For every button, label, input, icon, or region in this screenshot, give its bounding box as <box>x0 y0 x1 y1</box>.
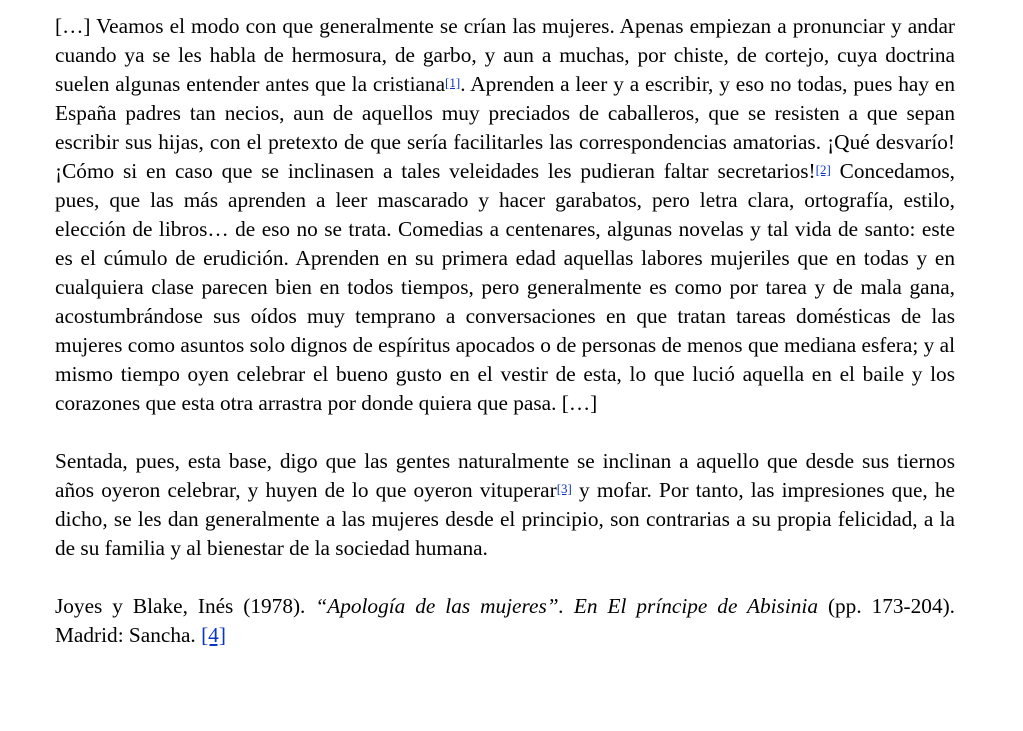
reference-author-year: Joyes y Blake, Inés (1978). <box>55 594 316 618</box>
reference-title: “Apología de las mujeres”. En El príncipe de Abisinia <box>315 594 818 618</box>
paragraph-2 <box>55 447 955 563</box>
paragraph-2-text-b: y mofar. Por tanto, las impresiones que, he dicho, se les dan generalmente a las mujeres desde el principio, son contrarias a su propia felicidad, a la de su familia y al bienestar de la sociedad humana. <box>55 478 956 560</box>
reference-citation <box>55 592 955 650</box>
footnote-link-1[interactable]: [1] <box>445 75 461 90</box>
paragraph-1 <box>55 12 955 418</box>
document-body <box>55 12 955 650</box>
footnote-link-3[interactable]: [3] <box>556 481 572 496</box>
paragraph-1-text-b: . Aprenden a leer y a escribir, y eso no todas, pues hay en España padres tan necios, aun de aquellos muy preciados de caballeros, que se resisten a que sepan escribir sus hijas, con el pretexto de que sería facilitarles las correspondencias amatorias. ¡Qué desvarío! ¡Cómo si en caso que se inclinasen a tales veleidades les pudieran faltar secretarios! <box>55 72 956 183</box>
reference-link-4[interactable]: [4] <box>201 623 226 647</box>
footnote-link-2[interactable]: [2] <box>815 162 831 177</box>
reference-publication: (pp. 173-204). Madrid: Sancha. <box>55 594 956 647</box>
paragraph-1-text-a: […] Veamos el modo con que generalmente se crían las mujeres. Apenas empiezan a pronunciar y andar cuando ya se les habla de hermosura, de garbo, y aun a muchas, por chiste, de cortejo, cuya doctrina suelen algunas entender antes que la cristiana <box>55 14 955 96</box>
paragraph-1-text-c: Concedamos, pues, que las más aprenden a leer mascarado y hacer garabatos, pero letra clara, ortografía, estilo, elección de libros… de eso no se trata. Comedias a centenares, algunas novelas y tal vida de santo: este es el cúmulo de erudición. Aprenden en su primera edad aquellas labores mujeriles que en todas y en cualquiera clase parecen bien en todos tiempos, pero generalmente es como por tarea y de mala gana, acostumbrándose sus oídos muy temprano a conversaciones en que tratan tareas domésticas de las mujeres como asuntos solo dignos de espíritus apocados o de personas de menos que mediana esfera; y al mismo tiempo oyen celebrar el bueno gusto en el vestir de esta, lo que lució aquella en el baile y los corazones que esta otra arrastra por donde quiera que pasa. […] <box>55 159 955 415</box>
paragraph-2-text-a: Sentada, pues, esta base, digo que las gentes naturalmente se inclinan a aquello que desde sus tiernos años oyeron celebrar, y huyen de lo que oyeron vituperar <box>55 449 955 502</box>
